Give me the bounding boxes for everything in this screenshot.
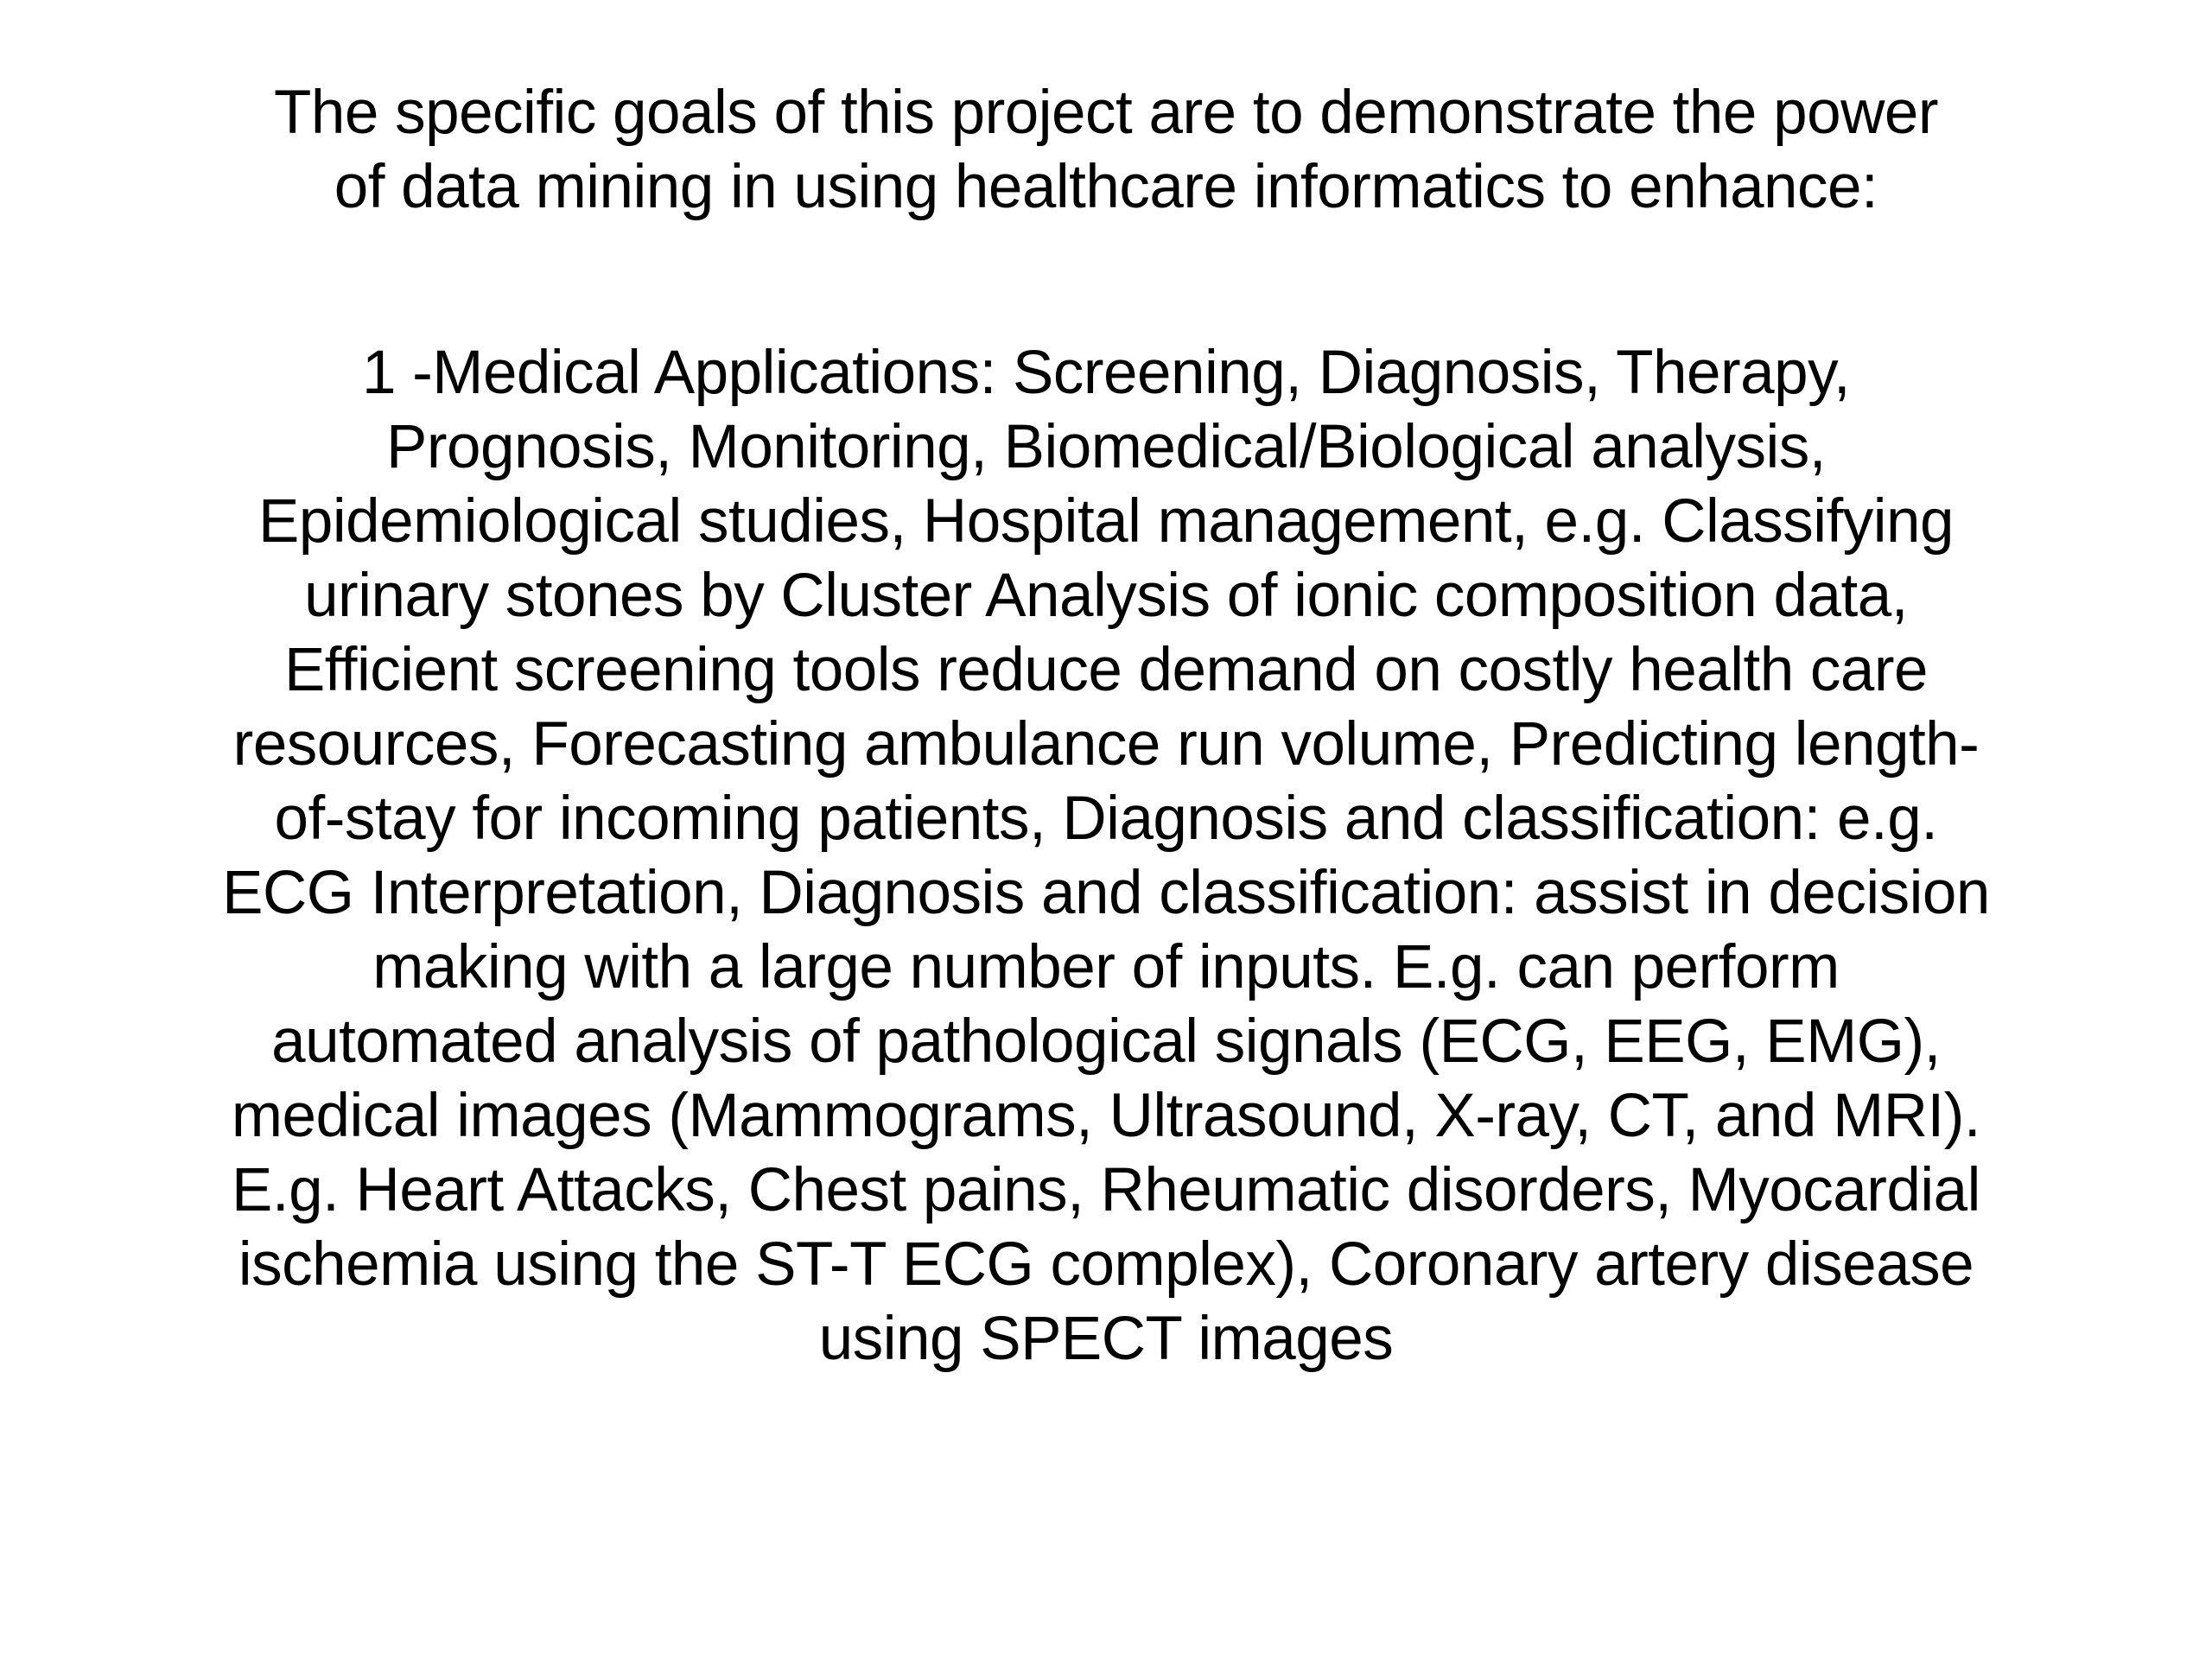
item-line: medical images (Mammograms, Ultrasound, X-ray, CT, and MRI). [231, 1082, 1981, 1150]
item-line: E.g. Heart Attacks, Chest pains, Rheumatic disorders, Myocardial [232, 1156, 1980, 1224]
medical-applications-paragraph [86, 336, 2126, 1376]
item-line: making with a large number of inputs. E.g. can perform [372, 933, 1840, 1001]
item-line: Prognosis, Monitoring, Biomedical/Biological analysis, [386, 413, 1826, 481]
item-line: urinary stones by Cluster Analysis of ionic composition data, [304, 562, 1908, 630]
item-line: automated analysis of pathological signals (ECG, EEG, EMG), [271, 1007, 1941, 1076]
intro-paragraph [86, 76, 2126, 225]
item-line: resources, Forecasting ambulance run volume, Predicting length- [232, 710, 1980, 779]
slide-text-block [86, 76, 2126, 1376]
intro-line: of data mining in using healthcare informatics to enhance: [334, 153, 1878, 221]
paragraph-gap [86, 225, 2126, 336]
item-line: using SPECT images [818, 1305, 1394, 1373]
item-line: Epidemiological studies, Hospital management, e.g. Classifying [258, 487, 1954, 556]
item-line: of-stay for incoming patients, Diagnosis and classification: e.g. [274, 785, 1938, 853]
item-line: Efficient screening tools reduce demand on costly health care [283, 636, 1929, 704]
item-line: ischemia using the ST-T ECG complex), Coronary artery disease [238, 1230, 1974, 1299]
item-line: 1 -Medical Applications: Screening, Diagnosis, Therapy, [361, 339, 1851, 407]
item-line: ECG Interpretation, Diagnosis and classification: assist in decision [222, 859, 1990, 927]
intro-line: The specific goals of this project are to demonstrate the power [274, 79, 1938, 147]
